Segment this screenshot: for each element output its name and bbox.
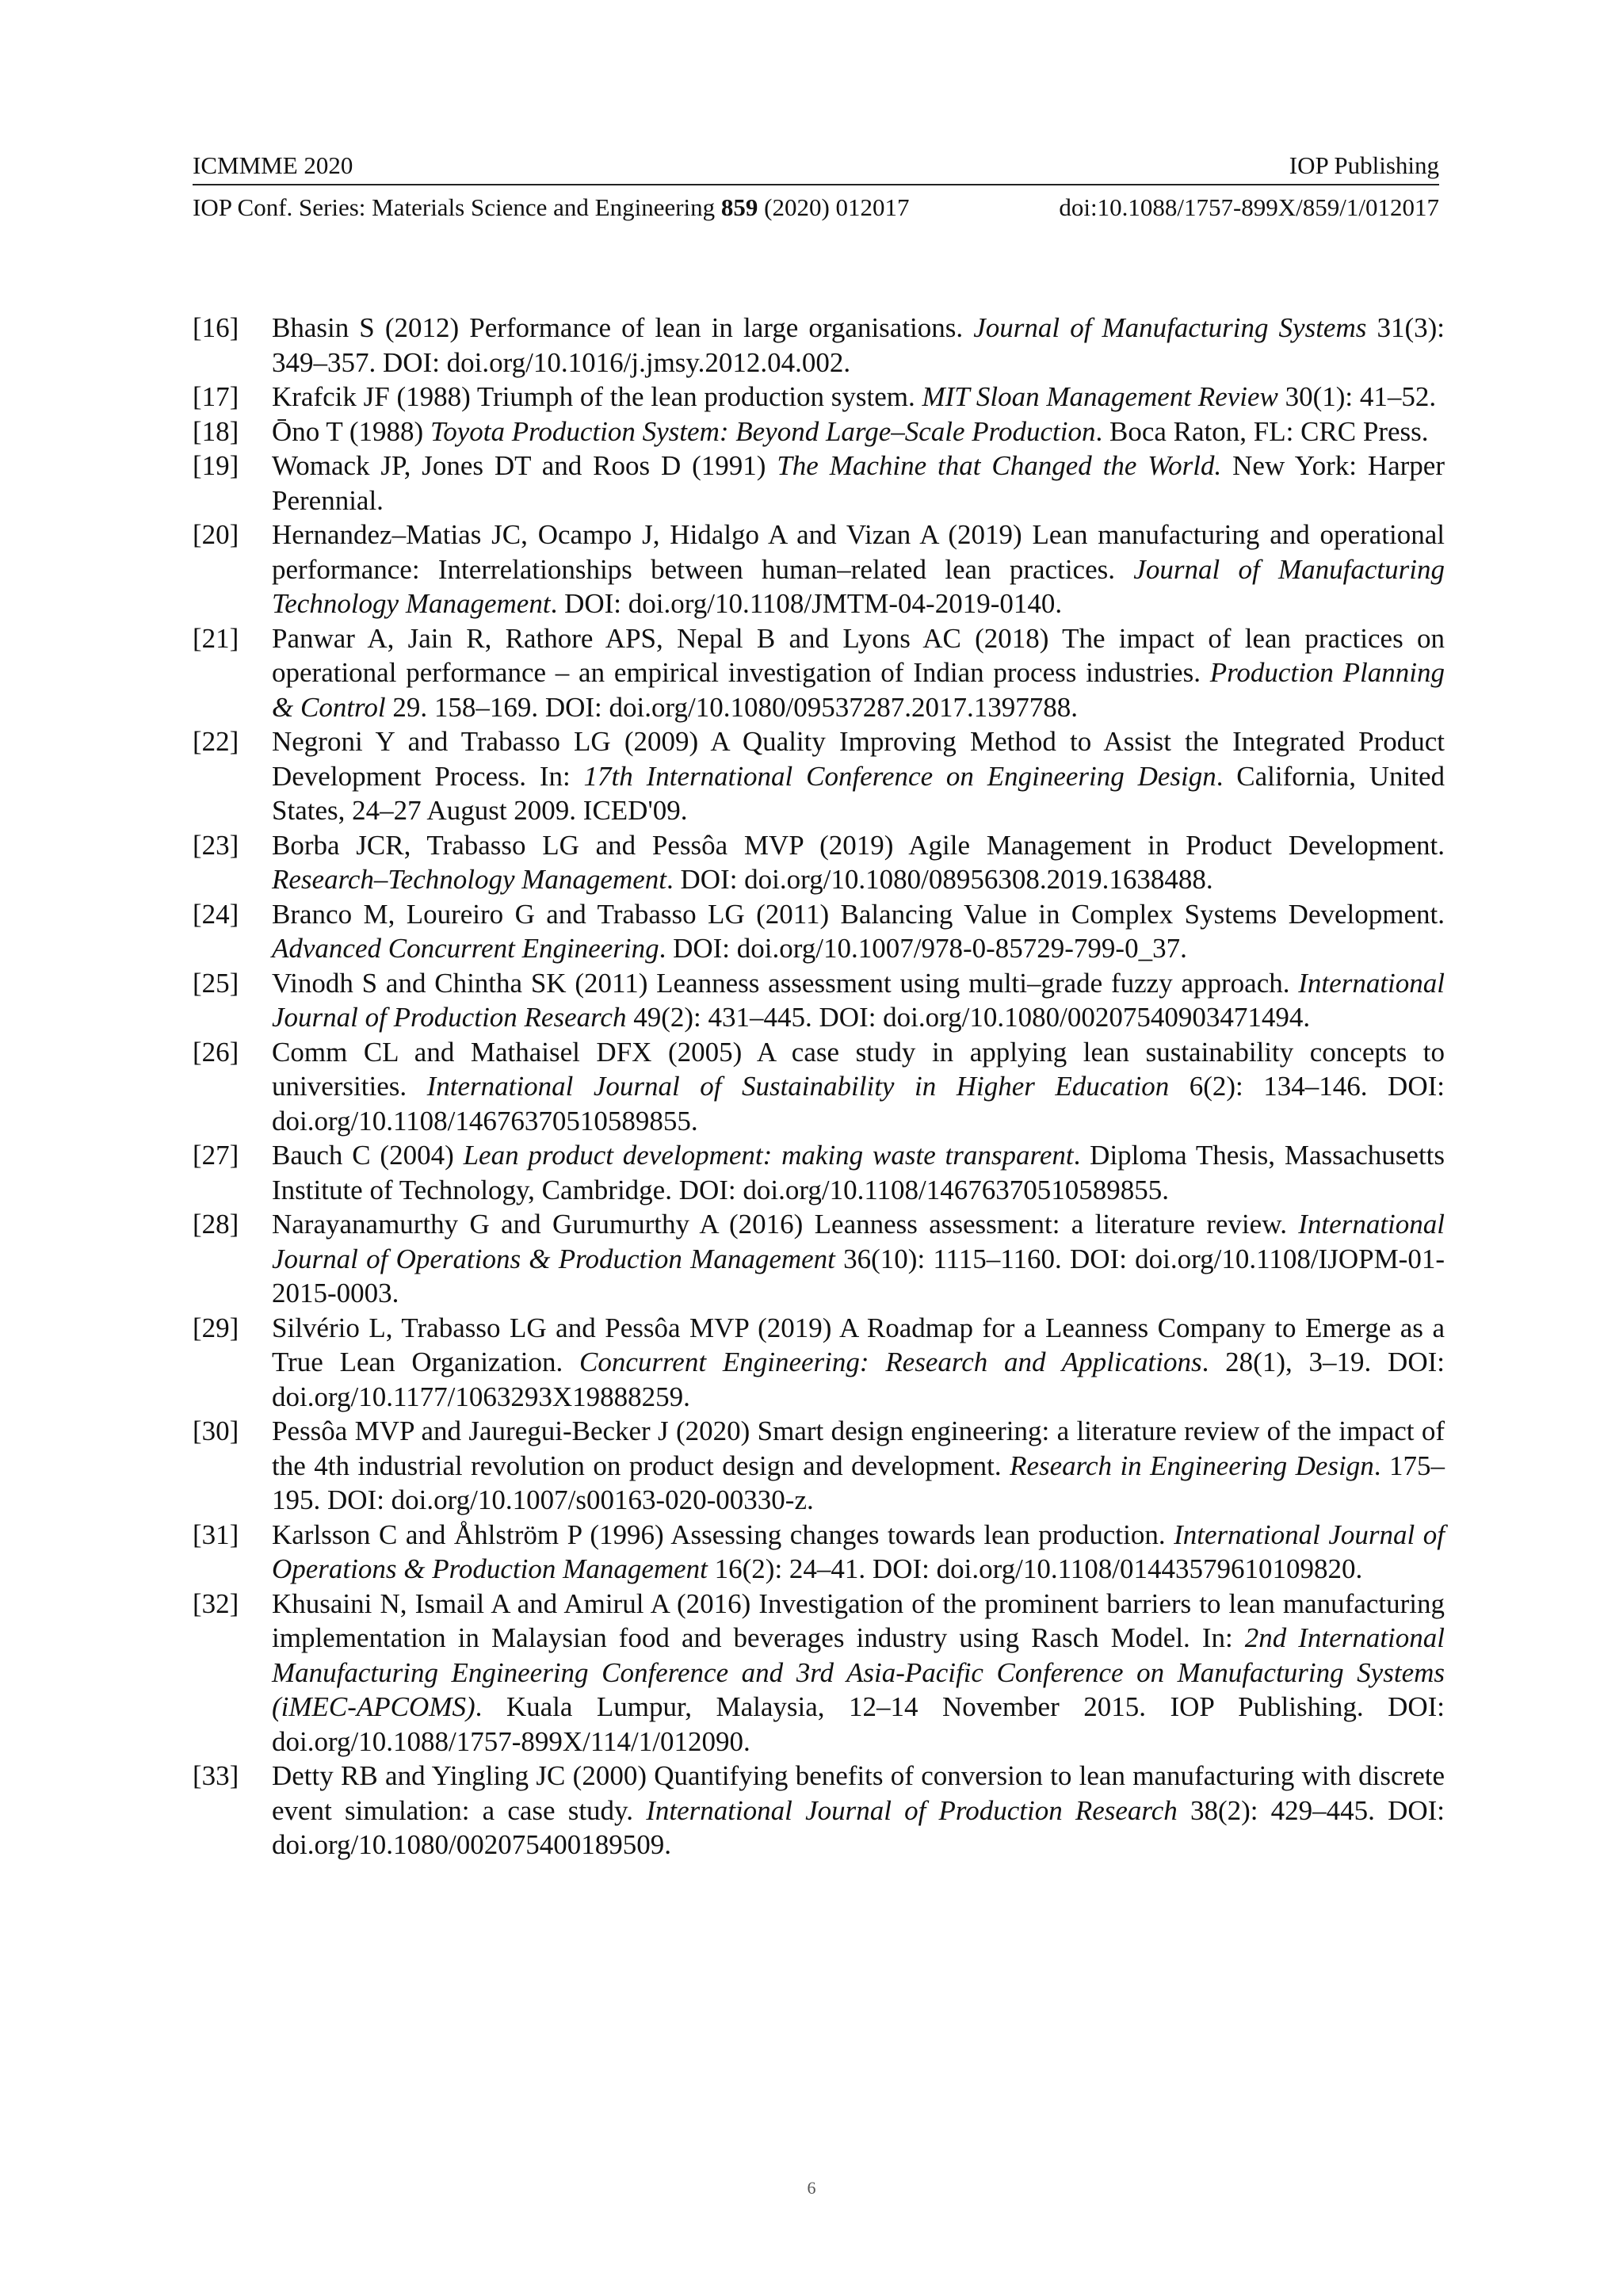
reference-number: [30] <box>193 1415 239 1446</box>
reference-number: [17] <box>193 381 239 412</box>
reference-text <box>272 449 1445 518</box>
reference-source-title: MIT Sloan Management Review <box>922 381 1278 412</box>
volume-number: 859 <box>720 193 758 221</box>
series-prefix: IOP Conf. Series: Materials Science and Engineering <box>193 193 716 221</box>
page-number: 6 <box>807 2178 816 2198</box>
reference-text-segment: Panwar A, Jain R, Rathore APS, Nepal B and Lyons AC (2018) The impact of lean practices on operational performance – an empirical investigation of Indian process industries. <box>272 622 1445 688</box>
reference-item <box>193 415 1445 449</box>
reference-text-segment: Pessôa MVP and Jauregui-Becker J (2020) Smart design engineering: a literature review of the impact of the 4th industrial revolution on product design and development. <box>272 1415 1445 1481</box>
reference-text <box>272 380 1445 415</box>
reference-text-segment: Branco M, Loureiro G and Trabasso LG (2011) Balancing Value in Complex Systems Development. <box>272 898 1445 930</box>
reference-text-segment: . DOI: doi.org/10.1007/978-0-85729-799-0_37. <box>659 933 1187 964</box>
reference-text-segment: 6(2): 134–146. DOI: doi.org/10.1108/14676370510589855. <box>272 1071 1445 1137</box>
reference-source-title: International Journal of Production Research <box>272 967 1445 1033</box>
reference-text <box>272 1414 1445 1518</box>
reference-number: [20] <box>193 519 239 550</box>
reference-text <box>272 1311 1445 1415</box>
reference-item <box>193 1207 1445 1311</box>
reference-text-segment: Khusaini N, Ismail A and Amirul A (2016) Investigation of the prominent barriers to lean manufacturing implementation in Malaysian food and beverages industry using Rasch Model. In: <box>272 1587 1445 1653</box>
reference-item <box>193 1414 1445 1518</box>
reference-text <box>272 621 1445 725</box>
reference-text-segment: . Diploma Thesis, Massachusetts Institute of Technology, Cambridge. DOI: doi.org/10.1108/14676370510589855. <box>272 1140 1445 1205</box>
reference-item <box>193 1311 1445 1415</box>
reference-text-segment: Comm CL and Mathaisel DFX (2005) A case study in applying lean sustainability concepts to universities. <box>272 1036 1445 1102</box>
reference-source-title: Toyota Production System: Beyond Large–Scale Production <box>430 415 1096 447</box>
reference-number: [32] <box>193 1587 239 1619</box>
reference-text-segment: Womack JP, Jones DT and Roos D (1991) <box>272 450 777 481</box>
reference-text-segment: . DOI: doi.org/10.1108/JMTM-04-2019-0140. <box>550 588 1063 619</box>
reference-item <box>193 1035 1445 1139</box>
reference-text <box>272 1518 1445 1587</box>
reference-source-title: Research–Technology Management <box>272 864 666 895</box>
reference-number: [33] <box>193 1760 239 1791</box>
reference-text <box>272 415 1445 449</box>
reference-text <box>272 311 1445 380</box>
reference-text-segment: 49(2): 431–445. DOI: doi.org/10.1080/00207540903471494. <box>626 1002 1311 1033</box>
reference-text-segment: 31(3): 349–357. DOI: doi.org/10.1016/j.jmsy.2012.04.002. <box>272 312 1445 378</box>
citation-line <box>193 193 1439 223</box>
reference-source-title: Concurrent Engineering: Research and Applications <box>579 1347 1202 1377</box>
reference-text-segment: Bauch C (2004) <box>272 1140 464 1171</box>
reference-item <box>193 966 1445 1035</box>
reference-number: [29] <box>193 1312 239 1343</box>
reference-text-segment: Krafcik JF (1988) Triumph of the lean production system. <box>272 381 922 412</box>
reference-text <box>272 518 1445 621</box>
reference-text-segment: Detty RB and Yingling JC (2000) Quantifying benefits of conversion to lean manufacturing with discrete event simulation: a case study. <box>272 1760 1445 1826</box>
reference-text <box>272 828 1445 897</box>
reference-text <box>272 897 1445 966</box>
reference-number: [19] <box>193 450 239 481</box>
reference-text <box>272 1207 1445 1311</box>
reference-text-segment: 29. 158–169. DOI: doi.org/10.1080/09537287.2017.1397788. <box>385 691 1078 723</box>
reference-number: [26] <box>193 1036 239 1068</box>
series-citation <box>193 193 910 223</box>
reference-number: [22] <box>193 726 239 757</box>
reference-item <box>193 1587 1445 1759</box>
reference-number: [18] <box>193 415 239 447</box>
reference-source-title: Advanced Concurrent Engineering <box>272 933 659 964</box>
reference-text <box>272 1035 1445 1139</box>
reference-text-segment: Borba JCR, Trabasso LG and Pessôa MVP (2019) Agile Management in Product Development. <box>272 829 1445 861</box>
reference-text <box>272 1759 1445 1862</box>
reference-source-title: Journal of Manufacturing Technology Management <box>272 553 1445 619</box>
reference-text-segment: . 175–195. DOI: doi.org/10.1007/s00163-020-00330-z. <box>272 1450 1445 1515</box>
reference-number: [27] <box>193 1140 239 1171</box>
reference-text-segment: Negroni Y and Trabasso LG (2009) A Quality Improving Method to Assist the Integrated Product Development Process. In: <box>272 726 1445 792</box>
reference-text <box>272 1587 1445 1759</box>
reference-source-title: The Machine that Changed the World. <box>777 450 1222 481</box>
reference-item <box>193 897 1445 966</box>
article-doi: doi:10.1088/1757-899X/859/1/012017 <box>1059 193 1439 221</box>
running-header <box>193 151 1439 185</box>
reference-number: [31] <box>193 1519 239 1550</box>
reference-number: [28] <box>193 1209 239 1240</box>
publisher-name: IOP Publishing <box>1289 151 1439 179</box>
year-article: (2020) 012017 <box>764 193 910 221</box>
reference-text-segment: . 28(1), 3–19. DOI: doi.org/10.1177/1063293X19888259. <box>272 1347 1445 1412</box>
reference-item <box>193 1759 1445 1862</box>
reference-text <box>272 966 1445 1035</box>
reference-source-title: 2nd International Manufacturing Engineering Conference and 3rd Asia-Pacific Conference on Manufacturing Systems (iMEC-APCOMS) <box>272 1622 1445 1722</box>
reference-text-segment: 16(2): 24–41. DOI: doi.org/10.1108/01443579610109820. <box>707 1553 1363 1584</box>
reference-text-segment: . Kuala Lumpur, Malaysia, 12–14 November 2015. IOP Publishing. DOI: doi.org/10.1088/1757-899X/114/1/012090. <box>272 1691 1445 1757</box>
reference-text-segment: 30(1): 41–52. <box>1277 381 1437 412</box>
reference-item <box>193 449 1445 518</box>
reference-text-segment: Narayanamurthy G and Gurumurthy A (2016) Leanness assessment: a literature review. <box>272 1209 1299 1240</box>
reference-list <box>193 311 1445 1862</box>
reference-item <box>193 380 1445 415</box>
reference-number: [24] <box>193 898 239 930</box>
reference-number: [21] <box>193 622 239 654</box>
reference-text-segment: Ōno T (1988) <box>272 415 430 447</box>
reference-number: [25] <box>193 967 239 999</box>
reference-item <box>193 724 1445 828</box>
reference-text-segment: New York: Harper Perennial. <box>272 450 1445 516</box>
reference-number: [23] <box>193 829 239 861</box>
reference-item <box>193 518 1445 621</box>
reference-text-segment: Silvério L, Trabasso LG and Pessôa MVP (2019) A Roadmap for a Leanness Company to Emerge as a True Lean Organization. <box>272 1312 1445 1377</box>
reference-text-segment: . Boca Raton, FL: CRC Press. <box>1095 415 1429 447</box>
reference-source-title: International Journal of Production Research <box>646 1794 1178 1826</box>
reference-source-title: Journal of Manufacturing Systems <box>973 312 1367 343</box>
reference-source-title: Lean product development: making waste transparent <box>463 1140 1074 1171</box>
reference-text <box>272 724 1445 828</box>
reference-text-segment: 38(2): 429–445. DOI: doi.org/10.1080/002075400189509. <box>272 1794 1445 1860</box>
conference-name: ICMMME 2020 <box>193 151 353 179</box>
reference-source-title: Research in Engineering Design <box>1010 1450 1374 1481</box>
reference-item <box>193 1518 1445 1587</box>
reference-text-segment: Karlsson C and Åhlström P (1996) Assessing changes towards lean production. <box>272 1519 1174 1550</box>
reference-item <box>193 621 1445 725</box>
reference-item <box>193 311 1445 380</box>
reference-source-title: International Journal of Operations & Production Management <box>272 1209 1445 1274</box>
reference-source-title: International Journal of Operations & Production Management <box>272 1519 1445 1584</box>
reference-text <box>272 1138 1445 1207</box>
reference-text-segment: . California, United States, 24–27 August 2009. ICED'09. <box>272 760 1445 826</box>
reference-text-segment: Bhasin S (2012) Performance of lean in large organisations. <box>272 312 974 343</box>
reference-text-segment: Vinodh S and Chintha SK (2011) Leanness assessment using multi–grade fuzzy approach. <box>272 967 1299 999</box>
reference-text-segment: 36(10): 1115–1160. DOI: doi.org/10.1108/IJOPM-01-2015-0003. <box>272 1243 1445 1308</box>
reference-number: [16] <box>193 312 239 343</box>
reference-source-title: International Journal of Sustainability in Higher Education <box>426 1071 1170 1102</box>
reference-text-segment: Hernandez–Matias JC, Ocampo J, Hidalgo A and Vizan A (2019) Lean manufacturing and operational performance: Interrelationships between human–related lean practices. <box>272 519 1445 585</box>
reference-item <box>193 1138 1445 1207</box>
reference-source-title: 17th International Conference on Engineering Design <box>583 760 1216 792</box>
reference-source-title: Production Planning & Control <box>272 657 1445 723</box>
reference-item <box>193 828 1445 897</box>
reference-text-segment: . DOI: doi.org/10.1080/08956308.2019.1638488. <box>666 864 1213 895</box>
